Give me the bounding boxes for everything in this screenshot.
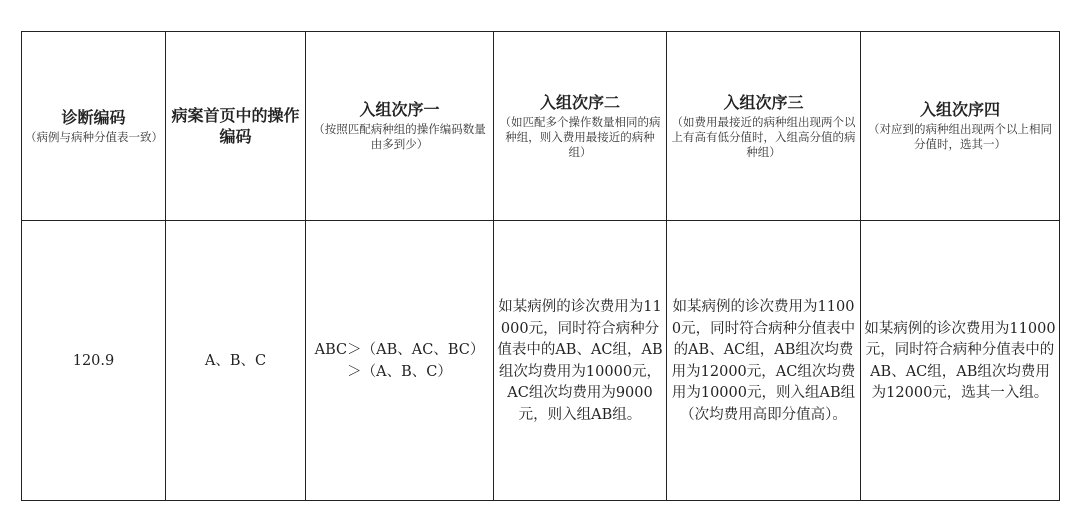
header-order-3: [667, 32, 861, 221]
header-row: [22, 32, 1060, 221]
cell-order-2: 如某病例的诊次费用为11000元，同时符合病种分值表中的AB、AC组，AB组次均费用为10000元，AC组次均费用为9000元，则入组AB组。: [494, 221, 667, 501]
cell-operation-code: A、B、C: [166, 221, 306, 501]
cell-diagnosis-code: 120.9: [22, 221, 166, 501]
header-order-2: [494, 32, 667, 221]
cell-order-4: 如某病例的诊次费用为11000元，同时符合病种分值表中的AB、AC组，AB组次均费用为12000元，选其一入组。: [861, 221, 1060, 501]
header-operation-code: [166, 32, 306, 221]
header-order-4: [861, 32, 1060, 221]
cell-order-1: ABC＞（AB、AC、BC）＞（A、B、C）: [306, 221, 494, 501]
header-order-1: [306, 32, 494, 221]
header-title: 入组次序四: [919, 100, 1000, 119]
header-subtitle: （按照匹配病种组的操作编码数量由多到少）: [313, 122, 486, 151]
header-title: 病案首页中的操作编码: [171, 106, 300, 146]
header-title: 诊断编码: [61, 107, 126, 127]
header-diagnosis-code: [22, 32, 166, 221]
header-subtitle: （如匹配多个操作数量相同的病种组，则入费用最接近的病种组）: [499, 114, 661, 159]
cell-order-3: 如某病例的诊次费用为11000元，同时符合病种分值表中的AB、AC组，AB组次均费用为12000元，AC组次均费用为10000元，则入组AB组（次均费用高即分值高）。: [667, 221, 861, 501]
header-title: 入组次序二: [539, 92, 620, 112]
table-row: [22, 221, 1060, 501]
header-title: 入组次序一: [359, 100, 440, 119]
grouping-order-table: [21, 31, 1060, 501]
header-subtitle: （病例与病种分值表一致）: [25, 129, 163, 144]
header-subtitle: （对应到的病种组出现两个以上相同分值时，选其一）: [868, 122, 1052, 151]
header-title: 入组次序三: [723, 92, 804, 112]
header-subtitle: （如费用最接近的病种组出现两个以上有高有低分值时，入组高分值的病种组）: [671, 114, 856, 159]
